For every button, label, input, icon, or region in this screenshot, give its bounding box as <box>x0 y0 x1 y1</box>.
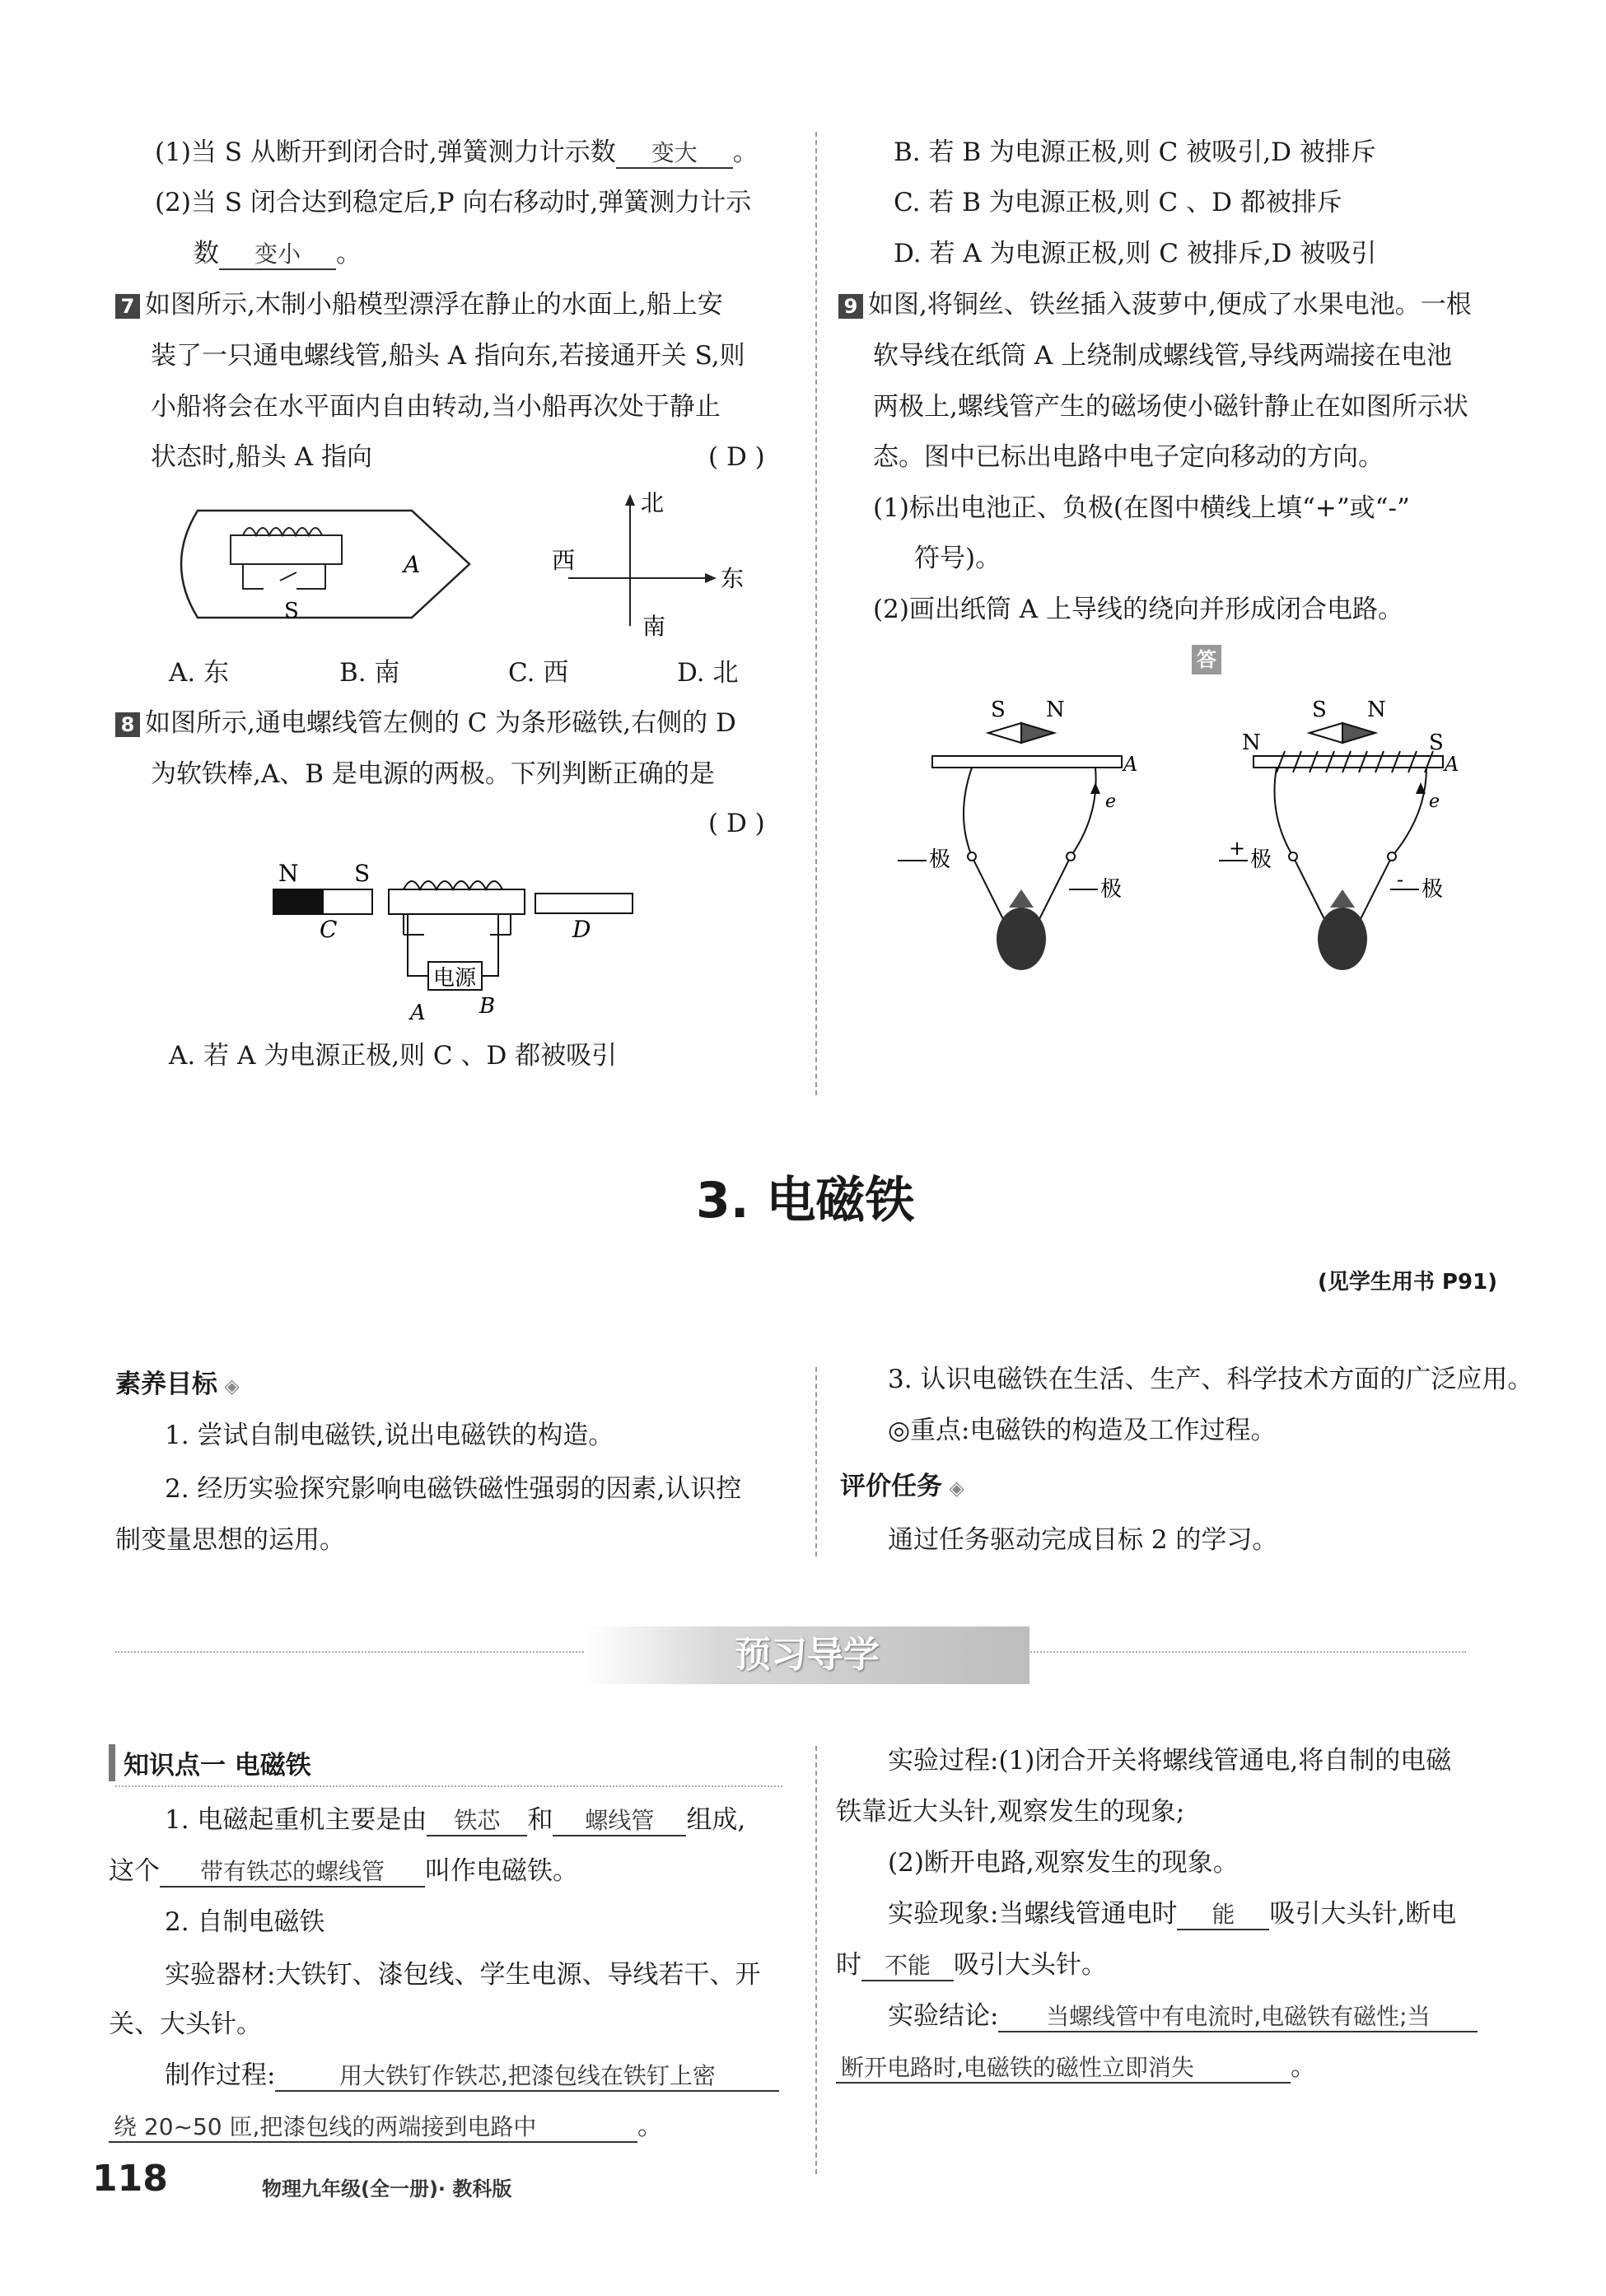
fig2-minus: - <box>1397 868 1404 891</box>
fig1-needle-s: S <box>991 698 1006 722</box>
q7-line1: 7 如图所示,木制小船模型漂浮在静止的水面上,船上安 <box>115 288 723 321</box>
answer-tag: 答 <box>1192 645 1221 674</box>
experiment-p1-line1: 实验过程:(1)闭合开关将螺线管通电,将自制的电磁 <box>888 1746 1452 1776</box>
q8-label-b: B <box>479 994 496 1019</box>
knowledge-rule <box>115 1785 782 1787</box>
fig1-label-a: A <box>1123 753 1138 776</box>
answer-iron-core: 铁芯 <box>427 1807 527 1836</box>
q9-line1: 9 如图,将铜丝、铁丝插入菠萝中,便成了水果电池。一根 <box>838 288 1472 321</box>
compass-south: 南 <box>642 613 666 640</box>
fig1-needle-n: N <box>1046 698 1065 722</box>
fig2-end-n: N <box>1242 730 1261 755</box>
knowledge-line7: 绕 20~50 匝,把漆包线的两端接到电路中 。 <box>109 2110 663 2143</box>
knowledge-line3: 2. 自制电磁铁 <box>165 1907 325 1937</box>
answer-definition: 带有铁芯的螺线管 <box>160 1858 425 1888</box>
q8-line2: 为软铁棒,A、B 是电源的两极。下列判断正确的是 <box>151 759 715 789</box>
experiment-p1-line2: 铁靠近大头针,观察发生的现象; <box>836 1797 1185 1827</box>
fig1-pole-right: 极 <box>1100 877 1123 902</box>
q9-line2: 软导线在纸筒 A 上绕制成螺线管,导线两端接在电池 <box>873 341 1452 371</box>
q9-number-badge: 9 <box>838 294 863 319</box>
q8-label-s: S <box>354 860 371 887</box>
column-divider-bottom <box>815 1746 817 2174</box>
q8-label-a: A <box>410 1001 426 1025</box>
fig2-needle-s: S <box>1312 698 1327 722</box>
q7-option-b: B. 南 <box>339 658 400 688</box>
goal-2-line1: 2. 经历实验探究影响电磁铁磁性强弱的因素,认识控 <box>165 1474 742 1504</box>
section-title: 3. 电磁铁 <box>696 1172 915 1230</box>
diamond-icon: ◈ <box>217 1374 240 1398</box>
boat-label-s: S <box>284 599 299 623</box>
knowledge-line6: 制作过程: 用大铁钉作铁芯,把漆包线在铁钉上密 <box>165 2059 779 2092</box>
q7-number-badge: 7 <box>115 294 140 319</box>
column-divider-goals <box>815 1367 817 1556</box>
q8-answer: ( D ) <box>708 809 765 838</box>
fig2-pole-right: 极 <box>1422 877 1444 902</box>
experiment-p3: 实验现象:当螺线管通电时 能 吸引大头针,断电 <box>888 1899 1457 1929</box>
answer-making-process-1: 用大铁钉作铁芯,把漆包线在铁钉上密 <box>275 2062 779 2092</box>
answer-solenoid: 螺线管 <box>553 1807 686 1836</box>
q8-label-n: N <box>278 860 299 887</box>
q8-option-b: B. 若 B 为电源正极,则 C 被吸引,D 被排斥 <box>894 138 1376 167</box>
fig2-plus: + <box>1229 837 1246 860</box>
q7-line2: 装了一只通电螺线管,船头 A 指向东,若接通开关 S,则 <box>151 341 745 371</box>
compass-west: 西 <box>552 547 576 574</box>
experiment-p4: 时 不能 吸引大头针。 <box>836 1950 1107 1980</box>
answer-cannot: 不能 <box>861 1952 954 1981</box>
knowledge-line5: 关、大头针。 <box>109 2009 262 2039</box>
student-book-ref: (见学生用书 P91) <box>1318 1270 1498 1295</box>
preview-banner: 预习导学 <box>585 1626 1029 1684</box>
fig1-pole-left: 极 <box>929 847 951 872</box>
knowledge-line2: 这个 带有铁芯的螺线管 叫作电磁铁。 <box>109 1856 578 1886</box>
q6-part2-line2: 数 变小 。 <box>194 239 362 268</box>
goal-2-line2: 制变量思想的运用。 <box>115 1525 345 1555</box>
q7-option-d: D. 北 <box>677 658 739 688</box>
boat-label-a: A <box>404 551 421 578</box>
answer-can: 能 <box>1177 1901 1269 1930</box>
compass-north: 北 <box>641 489 665 516</box>
eval-heading: 评价任务 ◈ <box>840 1472 964 1501</box>
q8-number-badge: 8 <box>115 712 140 737</box>
book-title: 物理九年级(全一册)· 教科版 <box>262 2177 512 2200</box>
q9-line4: 态。图中已标出电路中电子定向移动的方向。 <box>873 442 1384 472</box>
q8-label-d: D <box>572 916 591 943</box>
fig2-label-e: e <box>1429 791 1440 812</box>
fig2-pole-left: 极 <box>1250 847 1272 872</box>
q9-sub1-line2: 符号)。 <box>914 544 1001 573</box>
q7-option-a: A. 东 <box>169 658 230 688</box>
q8-solenoid-figure <box>264 848 642 1029</box>
q7-answer: ( D ) <box>708 442 765 472</box>
goals-heading: 素养目标 ◈ <box>115 1370 240 1399</box>
answer-making-process-2: 绕 20~50 匝,把漆包线的两端接到电路中 <box>109 2113 637 2143</box>
goal-3: 3. 认识电磁铁在生活、生产、科学技术方面的广泛应用。 <box>888 1365 1534 1394</box>
goal-1: 1. 尝试自制电磁铁,说出电磁铁的构造。 <box>165 1421 614 1450</box>
q8-option-c: C. 若 B 为电源正极,则 C 、D 都被排斥 <box>894 188 1342 217</box>
q8-line1: 8 如图所示,通电螺线管左侧的 C 为条形磁铁,右侧的 D <box>115 707 736 740</box>
column-divider-top <box>815 132 817 1095</box>
q7-compass-figure <box>544 486 758 651</box>
experiment-p2: (2)断开电路,观察发生的现象。 <box>888 1848 1239 1878</box>
knowledge-line4: 实验器材:大铁钉、漆包线、学生电源、导线若干、开 <box>165 1960 761 1990</box>
page-number: 118 <box>92 2158 168 2200</box>
experiment-p6: 断开电路时,电磁铁的磁性立即消失 。 <box>836 2051 1316 2084</box>
knowledge-line1: 1. 电磁起重机主要是由 铁芯 和 螺线管 组成, <box>165 1805 746 1835</box>
q6-part2-line1: (2)当 S 闭合达到稳定后,P 向右移动时,弹簧测力计示 <box>155 188 752 217</box>
q9-figure-question <box>889 692 1153 972</box>
q7-boat-figure <box>165 494 478 642</box>
q7-option-c: C. 西 <box>508 658 569 688</box>
key-point: ◎重点:电磁铁的构造及工作过程。 <box>888 1416 1277 1445</box>
fig2-end-s: S <box>1429 730 1444 755</box>
q6-part1-answer: 变大 <box>616 139 733 169</box>
q6-part1: (1)当 S 从断开到闭合时,弹簧测力计示数 变大 。 <box>155 138 759 167</box>
eval-text: 通过任务驱动完成目标 2 的学习。 <box>888 1525 1278 1555</box>
q6-part2-answer: 变小 <box>219 240 336 270</box>
knowledge-heading: 知识点一 电磁铁 <box>109 1744 311 1781</box>
q9-sub2: (2)画出纸筒 A 上导线的绕向并形成闭合电路。 <box>873 595 1404 624</box>
q9-figure-answer <box>1211 692 1474 972</box>
fig2-label-a: A <box>1445 753 1459 776</box>
q9-sub1-line1: (1)标出电池正、负极(在图中横线上填“+”或“-” <box>873 493 1410 523</box>
answer-conclusion-2: 断开电路时,电磁铁的磁性立即消失 <box>836 2054 1291 2084</box>
compass-east: 东 <box>721 565 745 592</box>
q9-line3: 两极上,螺线管产生的磁场使小磁针静止在如图所示状 <box>873 392 1468 422</box>
q8-power-source: 电源 <box>433 966 477 991</box>
q7-line4: 状态时,船头 A 指向 <box>151 442 372 472</box>
answer-conclusion-1: 当螺线管中有电流时,电磁铁有磁性;当 <box>998 2003 1478 2032</box>
q8-label-c: C <box>320 916 338 943</box>
diamond-icon: ◈ <box>942 1477 964 1500</box>
q8-option-d: D. 若 A 为电源正极,则 C 被排斥,D 被吸引 <box>894 239 1377 268</box>
q7-line3: 小船将会在水平面内自由转动,当小船再次处于静止 <box>151 392 721 422</box>
fig2-needle-n: N <box>1367 698 1386 722</box>
fig1-label-e: e <box>1105 791 1117 812</box>
q8-option-a: A. 若 A 为电源正极,则 C 、D 都被吸引 <box>169 1041 618 1071</box>
experiment-p5: 实验结论: 当螺线管中有电流时,电磁铁有磁性;当 <box>888 2000 1478 2032</box>
